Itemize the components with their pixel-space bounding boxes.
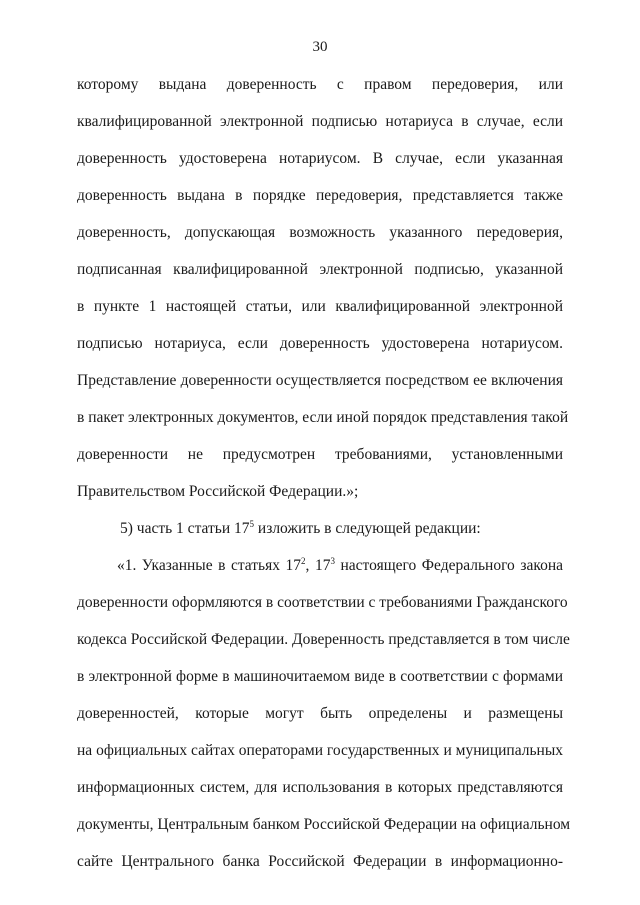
text-line: доверенность выдана в порядке передоверия, представляется также [77,187,563,204]
text-line: кодекса Российской Федерации. Доверенность представляется в том числе [77,631,570,648]
page-number: 30 [312,39,328,55]
text-line: Представление доверенности осуществляется посредством ее включения [77,372,563,389]
text-line: которому выдана доверенность с правом передоверия, или [77,76,563,93]
text-line: подписью нотариуса, если доверенность удостоверена нотариусом. [77,335,563,352]
superscript: 5 [249,519,255,529]
text-line: сайте Центрального банка Российской Федерации в информационно- [77,853,563,870]
text-line: доверенность, допускающая возможность указанного передоверия, [77,224,563,241]
paragraph-continuation [77,66,569,510]
text-line: информационных систем, для использования в которых представляются [77,779,563,796]
quote-text: «1. Указанные в статьях 17 [117,557,302,574]
text-line: Правительством Российской Федерации.»; [77,483,359,500]
superscript: 3 [330,556,335,566]
quoted-paragraph [77,547,571,880]
text-line: на официальных сайтах операторами государственных и муниципальных [77,742,563,759]
superscript: 2 [301,556,306,566]
text-line: в пункте 1 настоящей статьи, или квалифицированной электронной [77,298,563,315]
text-line: в электронной форме в машиночитаемом виде в соответствии с формами [77,668,563,685]
body-text [77,66,571,880]
amendment-item-text: 5) часть 1 статьи 17 [120,520,250,537]
amendment-item-text: изложить в следующей редакции: [254,520,481,537]
quote-text: настоящего Федерального закона [334,557,564,574]
text-line: квалифицированной электронной подписью нотариуса в случае, если [77,113,563,130]
text-line: доверенности не предусмотрен требованиями, установленными [77,446,563,463]
text-line: в пакет электронных документов, если иной порядок представления такой [77,409,569,426]
text-line: доверенностей, которые могут быть определены и размещены [77,705,563,722]
text-line [77,547,563,584]
text-line: документы, Центральным банком Российской Федерации на официальном [77,816,571,833]
text-line: доверенности оформляются в соответствии с требованиями Гражданского [77,594,568,611]
text-line: подписанная квалифицированной электронной подписью, указанной [77,261,563,278]
text-line: доверенность удостоверена нотариусом. В случае, если указанная [77,150,563,167]
amendment-item-5 [77,510,563,547]
quote-text: , 17 [305,557,331,574]
